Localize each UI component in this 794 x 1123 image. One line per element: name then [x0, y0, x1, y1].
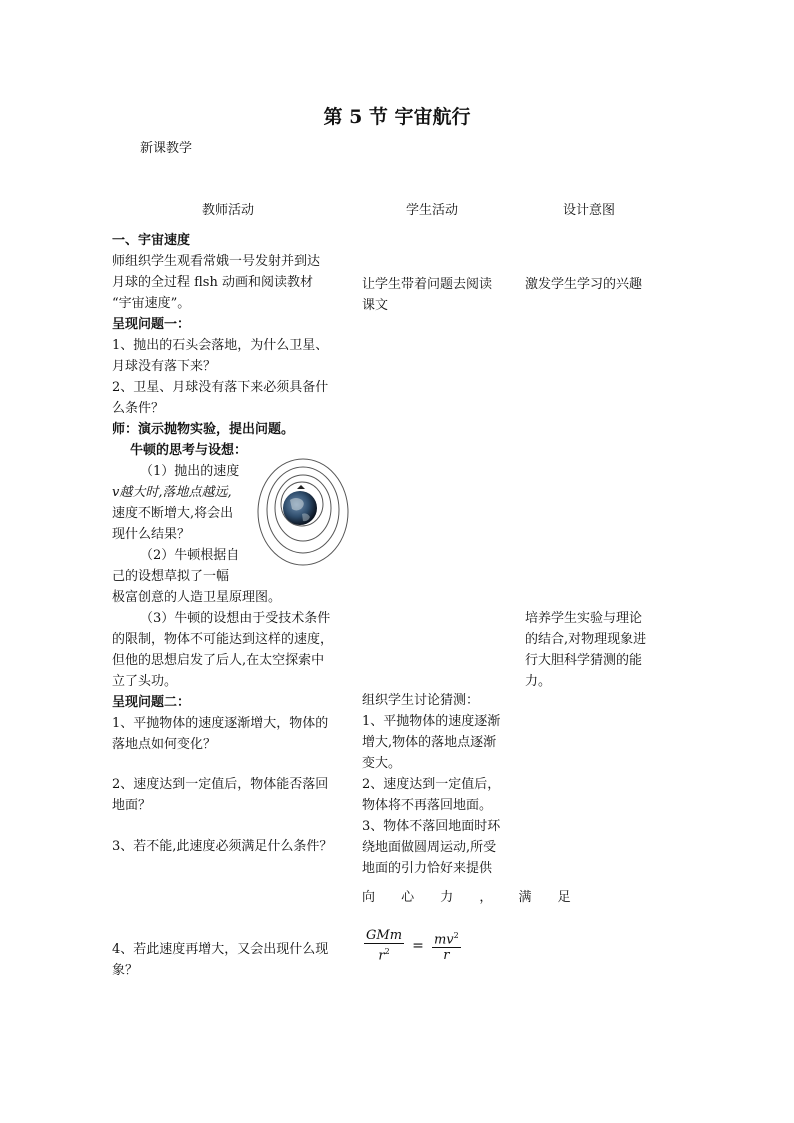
newton-heading: 牛顿的思考与设想：	[130, 443, 248, 458]
header-teacher-activity: 教师活动	[202, 203, 255, 218]
page-title: 第 5 节 宇宙航行	[323, 106, 471, 128]
question-two-item: 落地点如何变化？	[112, 737, 217, 752]
question-two-item: 2、速度达到一定值后，物体能否落回	[112, 777, 329, 792]
question-one-item: 2、卫星、月球没有落下来必须具备什	[112, 380, 329, 395]
question-two-item: 1、平抛物体的速度逐渐增大，物体的	[112, 716, 329, 731]
student-answer-line: 变大。	[362, 756, 402, 771]
header-design-intent: 设计意图	[563, 203, 616, 218]
question-two-item: 象？	[112, 963, 139, 978]
question-one-item: 么条件？	[112, 401, 165, 416]
question-one-heading: 呈现问题一：	[112, 317, 191, 332]
teacher-intro-line: 月球的全过程 flsh 动画和阅读教材	[112, 275, 313, 290]
formula-rhs-exponent: 2	[453, 931, 459, 940]
formula-rhs-denominator: r	[443, 948, 450, 964]
student-discuss-heading: 组织学生讨论猜测：	[362, 693, 480, 708]
newton-paragraph-2: 极富创意的人造卫星原理图。	[112, 590, 282, 605]
question-two-item: 地面？	[112, 798, 152, 813]
earth-orbit-icon	[256, 456, 352, 568]
newton-paragraph-3: （3）牛顿的设想由于受技术条件	[140, 611, 331, 626]
question-one-item: 1、抛出的石头会落地，为什么卫星、	[112, 338, 329, 353]
student-answer-line: 绕地面做圆周运动,所受	[362, 840, 497, 855]
student-condition-line: 向 心 力 ， 满 足	[362, 890, 582, 905]
newton-paragraph-3: 但他的思想启发了后人,在太空探索中	[112, 653, 325, 668]
demo-heading: 师：演示抛物实验，提出问题。	[112, 422, 295, 437]
question-two-item: 4、若此速度再增大，又会出现什么现	[112, 942, 329, 957]
newton-paragraph-1: （1）抛出的速度	[140, 464, 240, 479]
centripetal-formula	[364, 928, 461, 963]
header-student-activity: 学生活动	[406, 203, 459, 218]
student-answer-line: 地面的引力恰好来提供	[362, 861, 493, 876]
student-answer-line: 增大,物体的落地点逐渐	[362, 735, 497, 750]
student-read-task: 课文	[362, 298, 389, 313]
newton-paragraph-2: 己的设想草拟了一幅	[112, 569, 230, 584]
formula-rhs-numerator: mv	[433, 932, 454, 948]
newton-paragraph-1: 速度不断增大,将会出	[112, 506, 234, 521]
student-answer-line: 2、速度达到一定值后，	[362, 777, 501, 792]
formula-lhs-numerator: GMm	[366, 928, 403, 943]
section1-heading: 一、宇宙速度	[112, 233, 191, 248]
newton-paragraph-3: 的限制，物体不可能达到这样的速度，	[112, 632, 334, 647]
intent-row-1: 激发学生学习的兴趣	[525, 277, 643, 292]
question-one-item: 月球没有落下来？	[112, 359, 217, 374]
formula-rhs	[432, 928, 461, 963]
intent-row-2: 行大胆科学猜测的能	[525, 653, 643, 668]
student-answer-line: 物体将不再落回地面。	[362, 798, 493, 813]
question-two-item: 3、若不能,此速度必须满足什么条件？	[112, 839, 333, 854]
newton-paragraph-1: v越大时,落地点越远,	[112, 485, 232, 500]
newton-paragraph-3: 立了头功。	[112, 674, 178, 689]
formula-lhs-denominator: r	[378, 948, 385, 964]
intent-row-2: 的结合,对物理现象进	[525, 632, 647, 647]
intent-row-2: 力。	[525, 674, 552, 689]
student-read-task: 让学生带着问题去阅读	[362, 277, 493, 292]
student-answer-line: 1、平抛物体的速度逐渐	[362, 714, 501, 729]
question-two-heading: 呈现问题二：	[112, 695, 191, 710]
formula-equals: =	[412, 937, 424, 954]
formula-lhs	[364, 928, 404, 963]
newton-paragraph-1: 现什么结果？	[112, 527, 191, 542]
teacher-intro-line: “宇宙速度”。	[112, 296, 191, 311]
teacher-intro-line: 师组织学生观看常娥一号发射并到达	[112, 254, 321, 269]
newton-paragraph-2: （2）牛顿根据自	[140, 548, 240, 563]
student-answer-line: 3、物体不落回地面时环	[362, 819, 501, 834]
subtitle: 新课教学	[140, 141, 193, 156]
formula-lhs-exponent: 2	[384, 947, 390, 956]
intent-row-2: 培养学生实验与理论	[525, 611, 643, 626]
